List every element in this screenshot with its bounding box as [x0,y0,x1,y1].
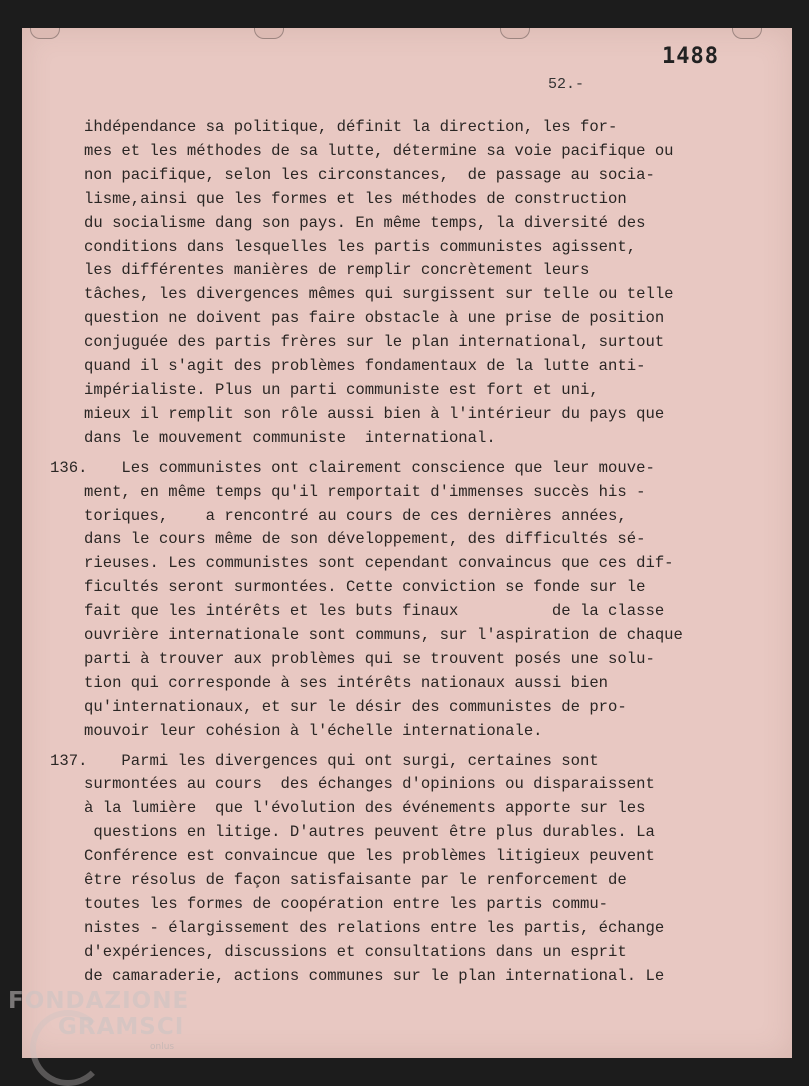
text-line: dans le mouvement communiste international. [84,428,496,447]
text-line: lisme,ainsi que les formes et les méthodes de construction [84,189,627,208]
text-line: à la lumière que l'évolution des événements apporte sur les [84,799,646,818]
page-number: 52.- [548,76,585,93]
text-line: Conférence est convaincue que les problèmes litigieux peuvent [84,847,655,866]
text-line: rieuses. Les communistes sont cependant convaincus que ces dif- [84,554,674,573]
text-line: Les communistes ont clairement conscience que leur mouve- [84,458,655,477]
document-body [50,116,764,989]
paragraph-number: 137. [50,751,88,770]
text-line: conditions dans lesquelles les partis communistes agissent, [84,237,637,256]
paragraph-137 [50,750,764,989]
text-line: questions en litige. D'autres peuvent être plus durables. La [84,823,655,842]
text-line: ment, en même temps qu'il remportait d'immenses succès his - [84,482,646,501]
text-line: surmontées au cours des échanges d'opinions ou disparaissent [84,775,655,794]
text-line: de camaraderie, actions communes sur le plan international. Le [84,966,665,985]
watermark [8,988,189,1040]
text-line: mieux il remplit son rôle aussi bien à l'intérieur du pays que [84,404,665,423]
text-line: Parmi les divergences qui ont surgi, certaines sont [84,751,599,770]
binding-clip [500,28,530,39]
text-line: ficultés seront surmontées. Cette conviction se fonde sur le [84,578,646,597]
text-line: mes et les méthodes de sa lutte, détermine sa voie pacifique ou [84,141,674,160]
text-line: ouvrière internationale sont communs, sur l'aspiration de chaque [84,626,683,645]
text-line: non pacifique, selon les circonstances, de passage au socia- [84,165,655,184]
paragraph-number: 136. [50,458,88,477]
text-line: conjuguée des partis frères sur le plan international, surtout [84,333,665,352]
watermark-line2: GRAMSCI [58,1014,185,1040]
text-line: ihdépendance sa politique, définit la direction, les for- [84,118,618,136]
text-line: quand il s'agit des problèmes fondamentaux de la lutte anti- [84,357,646,376]
text-line: du socialisme dang son pays. En même temps, la diversité des [84,213,646,232]
text-line: être résolus de façon satisfaisante par le renforcement de [84,871,627,890]
text-line: question ne doivent pas faire obstacle à une prise de position [84,309,665,328]
binding-clip [732,28,762,39]
paragraph-136 [50,457,764,744]
text-line: mouvoir leur cohésion à l'échelle internationale. [84,721,543,740]
binding-clip [254,28,284,39]
archive-stamp-number: 1488 [662,44,719,69]
text-line: impérialiste. Plus un parti communiste est fort et uni, [84,380,599,399]
watermark-subtitle: onlus [150,1042,175,1052]
text-line: toriques, a rencontré au cours de ces dernières années, [84,506,627,525]
text-line: qu'internationaux, et sur le désir des communistes de pro- [84,697,627,716]
text-line: dans le cours même de son développement, des difficultés sé- [84,530,646,549]
text-line: tâches, les divergences mêmes qui surgissent sur telle ou telle [84,285,674,304]
text-line: tion qui corresponde à ses intérêts nationaux aussi bien [84,673,609,692]
paragraph-intro [84,116,764,451]
text-line: les différentes manières de remplir concrètement leurs [84,261,590,280]
binding-clip [30,28,60,39]
watermark-line1: FONDAZIONE [8,988,190,1014]
text-line: d'expériences, discussions et consultations dans un esprit [84,942,627,961]
text-line: toutes les formes de coopération entre les partis commu- [84,895,609,913]
text-line: parti à trouver aux problèmes qui se trouvent posés une solu- [84,649,655,668]
text-line: nistes - élargissement des relations entre les partis, échange [84,918,665,937]
text-line: fait que les intérêts et les buts finaux de la classe [84,602,665,621]
